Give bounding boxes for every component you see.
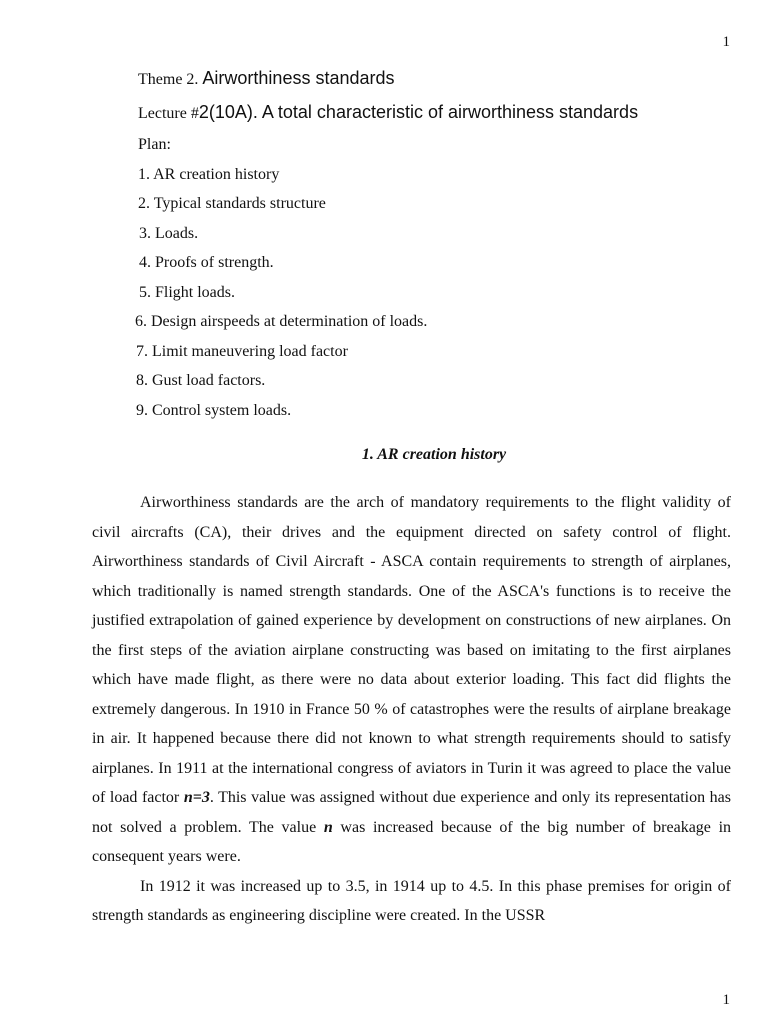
theme-prefix: Theme 2. (138, 71, 203, 88)
section-heading: 1. AR creation history (361, 446, 507, 463)
plan-item: 7. Limit maneuvering load factor (136, 343, 348, 360)
plan-item: 2. Typical standards structure (138, 195, 326, 212)
plan-item: 6. Design airspeeds at determination of loads. (135, 313, 428, 330)
paragraph-1-text-c: was increased because of the big number of breakage in consequent years were. (92, 818, 732, 865)
plan-item: 9. Control system loads. (136, 402, 292, 419)
lecture-title: 2(10A). A total characteristic of airworthiness standards (198, 102, 639, 122)
plan-item: 5. Flight loads. (139, 284, 236, 301)
page-number-top: 1 (722, 34, 730, 50)
plan-item: 1. AR creation history (138, 166, 280, 183)
paragraph-1 (92, 488, 731, 872)
plan-item: 8. Gust load factors. (136, 372, 266, 389)
lecture-heading (138, 102, 638, 123)
page-number-bottom: 1 (722, 992, 730, 1008)
plan-item: 3. Loads. (139, 225, 199, 242)
lecture-prefix: Lecture # (138, 105, 199, 122)
load-factor-symbol: n (323, 818, 333, 836)
paragraph-2: In 1912 it was increased up to 3.5, in 1914 up to 4.5. In this phase premises for origin of strength standards as engineering discipline were created. In the USSR (92, 877, 731, 924)
plan-item: 4. Proofs of strength. (139, 254, 274, 271)
body-text (92, 488, 731, 931)
paragraph-1-text-b: . This value was assigned without due experience and only its representation has not solved a problem. The value (92, 789, 731, 836)
plan-label: Plan: (138, 136, 171, 153)
theme-title: Airworthiness standards (202, 68, 395, 88)
load-factor-value: n=3 (183, 789, 210, 806)
theme-heading (138, 68, 395, 89)
paragraph-1-text-a: Airworthiness standards are the arch of mandatory requirements to the flight validity of civil aircrafts (CA), their drives and the equipment directed on safety control of flight. Airworthiness standards of Civil Aircraft - ASCA contain requirements to strength of airplanes, which traditionally is named strength standards. One of the ASCA's functions is to receive the justified extrapolation of gained experience by development on constructions of new airplanes. On the first steps of the aviation airplane constructing was based on imitating to the first airplanes which have made flight, as there were no data about exterior loading. This fact did flights the extremely dangerous. In 1910 in France 50 % of catastrophes were the results of airplane breakage in air. It happened because there did not known to what strength requirements should to satisfy airplanes. In 1911 at the international congress of aviators in Turin it was agreed to place the value of load factor (92, 494, 731, 806)
